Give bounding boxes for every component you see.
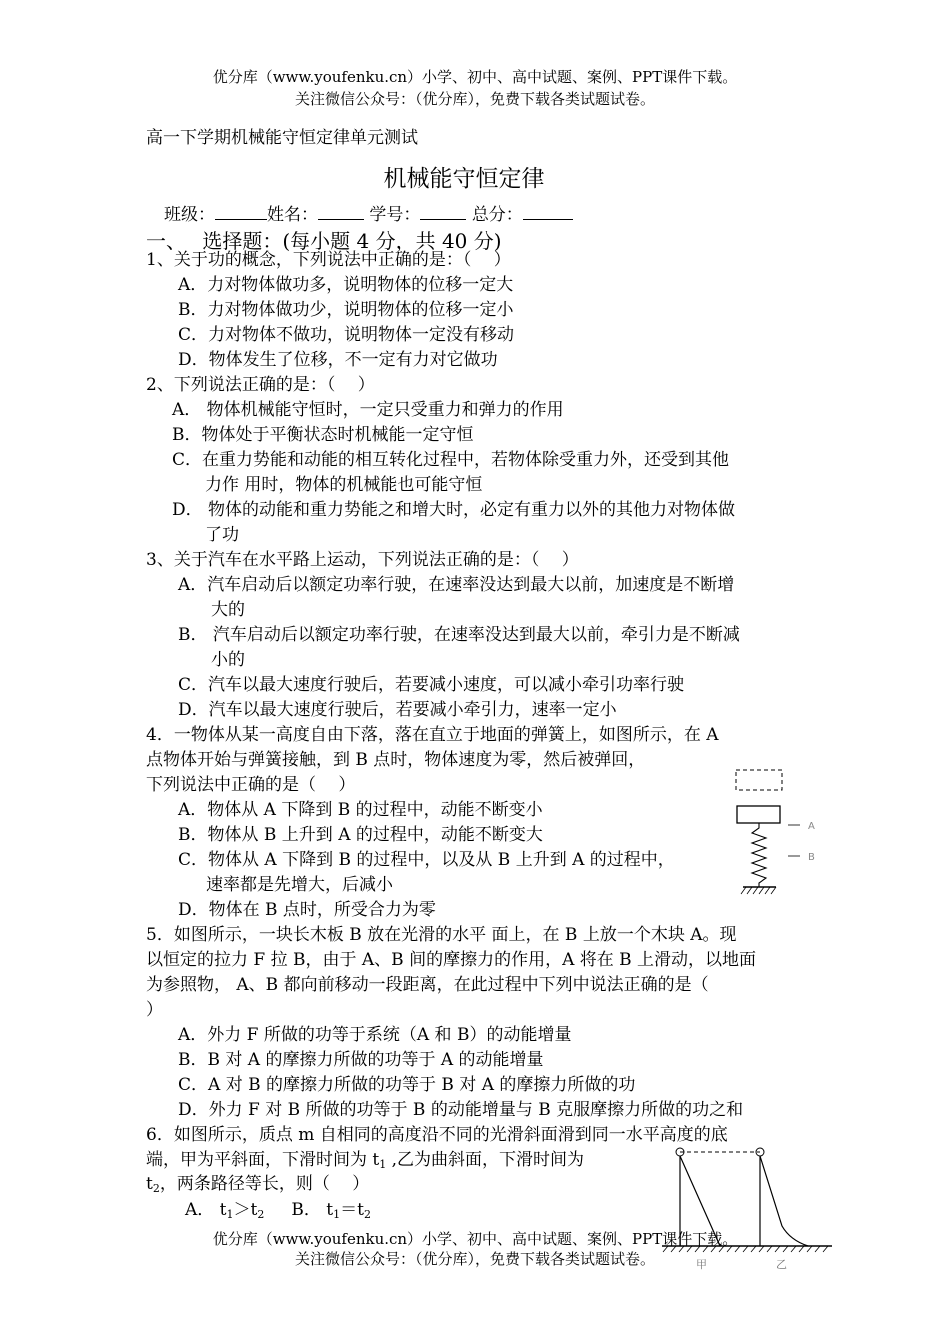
spring-figure (728, 766, 828, 906)
class-blank[interactable] (215, 201, 267, 220)
q2-stem: 2、下列说法正确的是：（ ） (146, 375, 375, 395)
doc-title: 机械能守恒定律 (383, 166, 545, 192)
q5-stem-line2: 以恒定的拉力 F 拉 B，由于 A、B 间的摩擦力的作用，A 将在 B 上滑动，以地面 (146, 950, 757, 970)
doc-subtitle: 高一下学期机械能守恒定律单元测试 (146, 128, 418, 148)
q3-option-a-line2: 大的 (211, 600, 245, 620)
q5-stem-line4: ） (146, 1000, 163, 1020)
q4-stem-line1: 4．一物体从某一高度自由下落，落在直立于地面的弹簧上，如图所示，在 A (146, 725, 719, 745)
q5-stem-line1: 5．如图所示，一块长木板 B 放在光滑的水平 面上，在 B 上放一个木块 A。现 (146, 925, 737, 945)
q3-option-b-line2: 小的 (211, 650, 245, 670)
name-blank[interactable] (318, 201, 364, 220)
q5-option-a: A．外力 F 所做的功等于系统（A 和 B）的动能增量 (178, 1025, 572, 1045)
q6-stem-line2: 端，甲为平斜面，下滑时间为 $t_1$ ,乙为曲斜面，下滑时间为 (146, 1150, 585, 1171)
footer-line-2: 关注微信公众号：（优分库），免费下载各类试题试卷。 (294, 1250, 655, 1268)
q6-options-ab (185, 1198, 371, 1227)
q4-option-b: B．物体从 B 上升到 A 的过程中，动能不断变大 (178, 825, 543, 845)
id-label: 学号： (369, 205, 421, 225)
label-b: B (808, 852, 815, 863)
label-a: A (808, 821, 815, 832)
header-line-1: 优分库（www.youfenku.cn）小学、初中、高中试题、案例、PPT课件下载。 (212, 68, 738, 86)
q2-option-c-line2: 力作 用时，物体的机械能也可能守恒 (205, 475, 483, 495)
spring (752, 823, 766, 887)
header-line-2: 关注微信公众号：（优分库），免费下载各类试题试卷。 (294, 90, 655, 108)
q1-option-c: C．力对物体不做功，说明物体一定没有移动 (178, 325, 515, 345)
q5-option-c: C．A 对 B 的摩擦力所做的功等于 B 对 A 的摩擦力所做的功 (178, 1075, 636, 1095)
q4-option-d: D．物体在 B 点时，所受合力为零 (178, 900, 436, 920)
q5-stem-line3: 为参照物， A、B 都向前移动一段距离，在此过程中下列中说法正确的是（ (146, 975, 709, 995)
q1-option-d: D．物体发生了位移，不一定有力对它做功 (178, 350, 498, 370)
q4-stem-line2: 点物体开始与弹簧接触，到 B 点时，物体速度为零，然后被弹回， (146, 750, 646, 770)
q1-option-a: A．力对物体做功多，说明物体的位移一定大 (178, 275, 514, 295)
q1-stem: 1、关于功的概念，下列说法中正确的是：（ ） (146, 250, 511, 270)
q3-option-c: C．汽车以最大速度行驶后，若要减小速度，可以减小牵引功率行驶 (178, 675, 685, 695)
footer-line-1: 优分库（www.youfenku.cn）小学、初中、高中试题、案例、PPT课件下载。 (212, 1230, 738, 1248)
name-label: 姓名： (267, 205, 318, 225)
label-yi: 乙 (776, 1258, 787, 1271)
student-info-row (164, 201, 573, 227)
q5-option-b: B．B 对 A 的摩擦力所做的功等于 A 的动能增量 (178, 1050, 544, 1070)
label-jia: 甲 (696, 1258, 707, 1271)
q3-option-d: D．汽车以最大速度行驶后，若要减小牵引力，速率一定小 (178, 700, 617, 720)
total-label: 总分： (471, 205, 523, 225)
q2-option-d-line2: 了功 (205, 525, 239, 545)
class-label: 班级： (164, 205, 215, 225)
q2-option-a: A． 物体机械能守恒时，一定只受重力和弹力的作用 (172, 400, 564, 420)
section-heading: 一、 选择题：(每小题 4 分，共 40 分) (146, 229, 502, 253)
q2-option-c-line1: C．在重力势能和动能的相互转化过程中，若物体除受重力外，还受到其他 (172, 450, 730, 470)
q4-option-c-line1: C．物体从 A 下降到 B 的过程中，以及从 B 上升到 A 的过程中， (178, 850, 675, 870)
q6-option-a: A． $t_1>t_2$ (185, 1200, 265, 1221)
q6-stem-line3: $t_2$，两条路径等长，则（ ） (146, 1174, 370, 1195)
q4-stem-line3: 下列说法中正确的是（ ） (146, 775, 356, 795)
id-blank[interactable] (420, 201, 466, 220)
falling-block (737, 806, 780, 823)
q4-option-a: A．物体从 A 下降到 B 的过程中，动能不断变小 (178, 800, 543, 820)
q5-option-d: D．外力 F 对 B 所做的功等于 B 的动能增量与 B 克服摩擦力所做的功之和 (178, 1100, 744, 1120)
q6-option-b: B． $t_1=t_2$ (291, 1200, 371, 1221)
q6-stem-line1: 6．如图所示，质点 m 自相同的高度沿不同的光滑斜面滑到同一水平高度的底 (146, 1125, 728, 1145)
q2-option-b: B．物体处于平衡状态时机械能一定守恒 (172, 425, 474, 445)
q3-option-a-line1: A．汽车启动后以额定功率行驶，在速率没达到最大以前，加速度是不断增 (178, 575, 735, 595)
dashed-drop-position (736, 770, 782, 790)
q1-option-b: B．力对物体做功少，说明物体的位移一定小 (178, 300, 514, 320)
q3-stem: 3、关于汽车在水平路上运动，下列说法正确的是：（ ） (146, 550, 579, 570)
q2-option-d-line1: D． 物体的动能和重力势能之和增大时，必定有重力以外的其他力对物体做 (172, 500, 736, 520)
q4-option-c-line2: 速率都是先增大，后减小 (206, 875, 393, 895)
q3-option-b-line1: B． 汽车启动后以额定功率行驶，在速率没达到最大以前，牵引力是不断减 (178, 625, 740, 645)
total-blank[interactable] (523, 201, 573, 220)
